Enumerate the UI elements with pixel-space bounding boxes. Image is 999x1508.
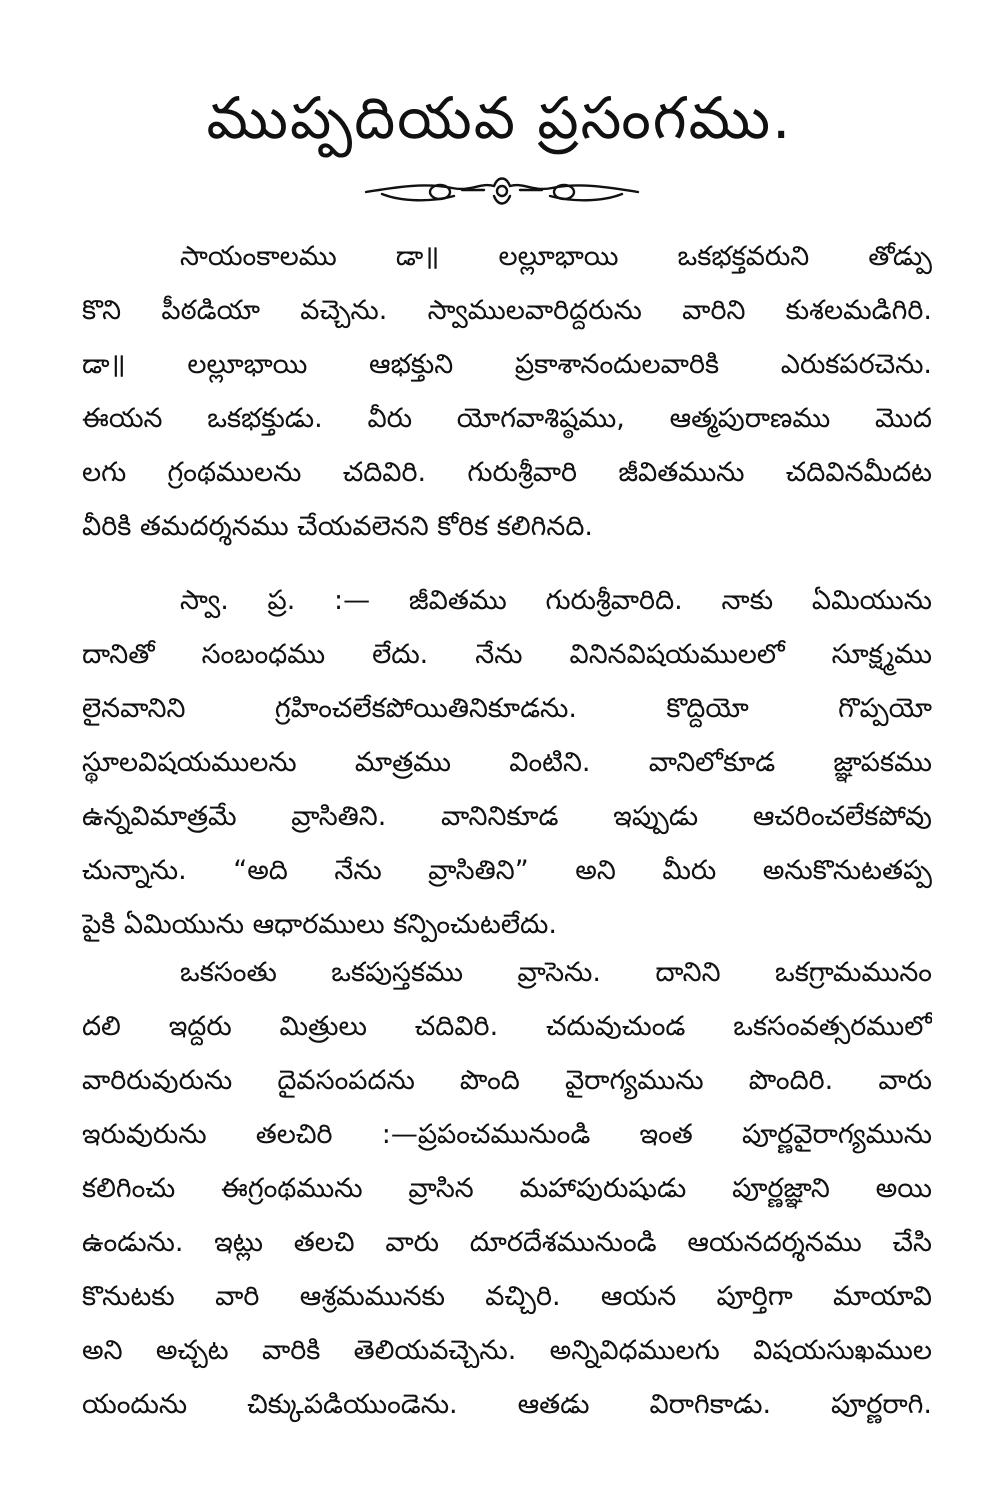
text-line: కలిగించు ఈగ్రంథమును వ్రాసిన మహాపురుషుడు పూర్ణజ్ఞాని అయి [82, 1173, 932, 1204]
text-line: ఈయన ఒకభక్తుడు. వీరు యోగవాశిష్ఠము, ఆత్మపురాణము మొద [82, 403, 932, 434]
text-line: పైకి ఏమియును ఆధారములు కన్పించుటలేదు. [82, 909, 557, 940]
text-line: దానితో సంబంధము లేదు. నేను వినినవిషయములలో సూక్ష్మము [82, 639, 932, 670]
paragraph-3 [82, 946, 932, 1432]
text-line: కొనుటకు వారి ఆశ్రమమునకు వచ్చిరి. ఆయన పూర్తిగా మాయావి [82, 1281, 932, 1312]
text-line: ఉన్నవిమాత్రమే వ్రాసితిని. వానినికూడ ఇప్పుడు ఆచరించలేకపోవు [82, 801, 932, 832]
text-line: ఉండును. ఇట్లు తలచి వారు దూరదేశమునుండి ఆయనదర్శనము చేసి [82, 1227, 932, 1258]
text-line: యందును చిక్కుపడియుండెను. ఆతడు విరాగికాడు. పూర్ణరాగి. [82, 1389, 932, 1420]
text-line: సాయంకాలము డా॥ లల్లూభాయి ఒకభక్తవరుని తోడ్పు [180, 241, 932, 272]
text-line: వీరికి తమదర్శనము చేయవలెనని కోరిక కలిగినది. [82, 511, 594, 542]
text-line: దలి ఇద్దరు మిత్రులు చదివిరి. చదువుచుండ ఒకసంవత్సరములో [82, 1011, 932, 1042]
text-line: చున్నాను. “అది నేను వ్రాసితిని” అని మీరు అనుకొనుటతప్ప [82, 855, 932, 886]
text-line: అని అచ్చట వారికి తెలియవచ్చెను. అన్నివిధములగు విషయసుఖముల [82, 1335, 932, 1366]
text-line: స్థూలవిషయములను మాత్రము వింటిని. వానిలోకూడ జ్ఞాపకము [82, 747, 932, 778]
decorative-divider [362, 168, 642, 212]
text-line: ఒకసంతు ఒకపుస్తకము వ్రాసెను. దానిని ఒకగ్రామమునం [180, 957, 932, 988]
paragraph-2 [82, 574, 932, 952]
paragraph-1 [82, 230, 932, 554]
text-line: వారిరువురును దైవసంపదను పొంది వైరాగ్యమును పొందిరి. వారు [82, 1065, 932, 1096]
text-line: స్వా. ప్ర. :— జీవితము గురుశ్రీవారిది. నాకు ఏమియును [180, 585, 932, 616]
text-line: కొని పీఠడియా వచ్చెను. స్వాములవారిద్దరును వారిని కుశలమడిగిరి. [82, 295, 932, 326]
text-line: లగు గ్రంథములను చదివిరి. గురుశ్రీవారి జీవితమును చదివినమీదట [82, 457, 932, 488]
page-title: ముప్పదియవ ప్రసంగము. [206, 84, 793, 152]
text-line: డా॥ లల్లూభాయి ఆభక్తుని ప్రకాశానందులవారికి ఎరుకపరచెను. [82, 349, 932, 380]
text-line: ఇరువురును తలచిరి :—ప్రపంచమునుండి ఇంత పూర్ణవైరాగ్యమును [82, 1119, 932, 1150]
text-line: లైనవానిని గ్రహించలేకపోయితినికూడను. కొద్దియో గొప్పయో [82, 693, 932, 724]
